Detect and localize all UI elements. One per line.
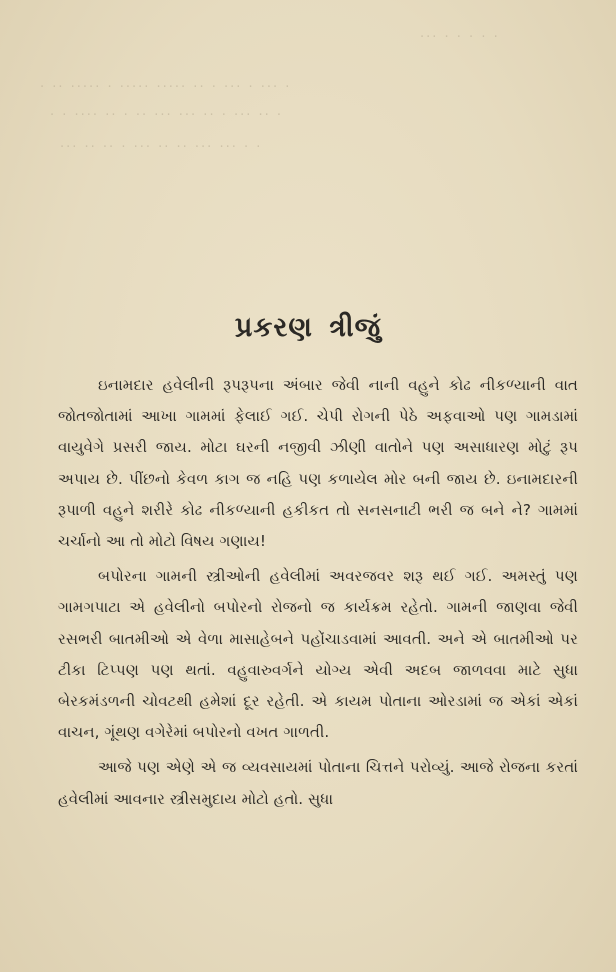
bleed-through-text: · ·· ····· · ····· ····· ·· · ··· · ··· ·: [40, 80, 292, 95]
chapter-title: પ્રકરણ ત્રીજું: [234, 312, 382, 343]
bleed-through-text: · · ···· ·· · ·· ··· ··· ·· · ··· ·· ·: [50, 108, 284, 123]
body-text: [58, 370, 578, 815]
bleed-through-text: ··· · · · · ·: [420, 30, 500, 45]
bleed-through-text: ··· ·· ·· · ··· ·· ·· ··· ··· · ·: [60, 140, 263, 155]
paragraph: ઇનામદાર હવેલીની રૂપરૂપના અંબાર જેવી નાની વહુને કોઢ નીકળ્યાની વાત જોતજોતામાં આખા ગામમાં ફેલાઈ ગઈ. ચેપી રોગની પેઠે અફવાઓ પણ ગામડામાં વાયુવેગે પ્રસરી જાય. મોટા ઘરની નજીવી ઝીણી વાતોને પણ અસાધારણ મોટું રૂપ અપાય છે. પીંછનો કેવળ કાગ જ નહિ પણ કળાયેલ મોર બની જાય છે. ઇનામદારની રૂપાળી વહુને શરીરે કોઢ નીકળ્યાની હકીકત તો સનસનાટી ભરી જ બને ને? ગામમાં ચર્ચાનો આ તો મોટો વિષય ગણાય!: [58, 376, 578, 551]
paragraph: બપોરના ગામની સ્ત્રીઓની હવેલીમાં અવરજવર શરૂ થઈ ગઈ. અમસ્તું પણ ગામગપાટા એ હવેલીનો બપોરનો રોજનો જ કાર્યક્રમ રહેતો. ગામની જાણવા જેવી રસભરી બાતમીઓ એ વેળા માસાહેબને પહોંચાડવામાં આવતી. અને એ બાતમીઓ પર ટીકા ટિપ્પણ પણ થતાં. વહુવારુવર્ગને યોગ્ય એવી અદબ જાળવવા માટે સુધા બેરકમંડળની ચોવટથી હમેશાં દૂર રહેતી. એ કાયમ પોતાના ઓરડામાં જ એકાં એકાં વાચન, ગૂંથણ વગેરેમાં બપોરનો વખત ગાળતી.: [58, 567, 578, 742]
paragraph: આજે પણ એણે એ જ વ્યવસાયમાં પોતાના ચિત્તને પરોવ્યું. આજે રોજના કરતાં હવેલીમાં આવનાર સ્ત્રીસમુદાય મોટો હતો. સુધા: [58, 758, 578, 808]
